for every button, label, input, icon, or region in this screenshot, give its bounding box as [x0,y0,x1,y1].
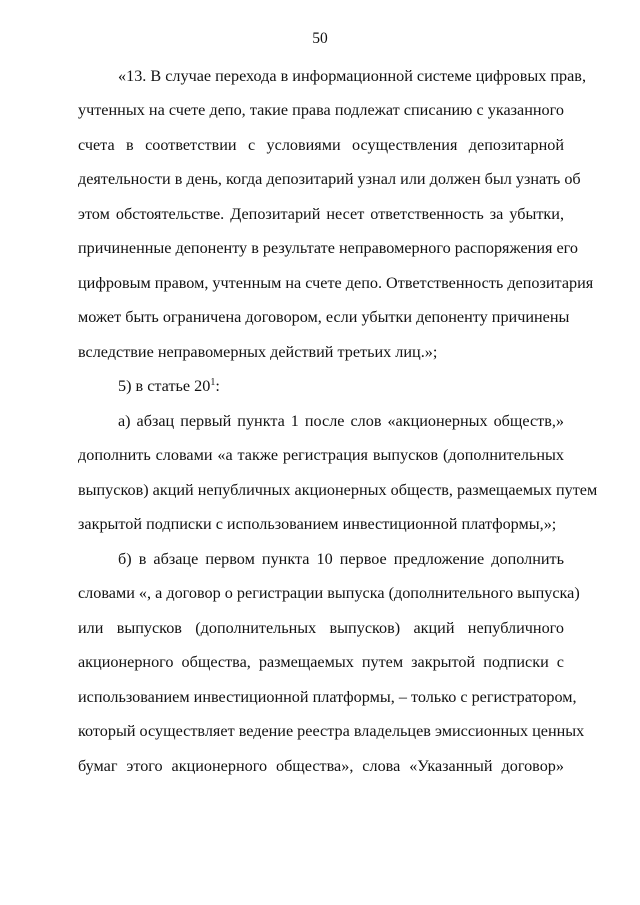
text-line: или выпусков (дополнительных выпусков) акций непубличного [78,619,564,637]
text-line: который осуществляет ведение реестра владельцев эмиссионных ценных [78,722,585,740]
text-line: а) абзац первый пункта 1 после слов «акционерных обществ,» [118,412,564,430]
text-line: б) в абзаце первом пункта 10 первое предложение дополнить [118,550,564,568]
page-number: 50 [312,30,328,47]
text-line: цифровым правом, учтенным на счете депо. Ответственность депозитария [78,274,594,292]
text-line: «13. В случае перехода в информационной системе цифровых прав, [118,67,586,85]
text-line: выпусков) акций непубличных акционерных обществ, размещаемых путем [78,481,598,499]
text-line: счета в соответствии с условиями осуществления депозитарной [78,136,564,154]
text-line: учтенных на счете депо, такие права подлежат списанию с указанного [78,101,564,119]
text-line: вследствие неправомерных действий третьих лиц.»; [78,343,438,361]
text-line: акционерного общества, размещаемых путем закрытой подписки с [78,653,564,671]
text-line: бумаг этого акционерного общества», слова «Указанный договор» [78,757,564,775]
article-line [118,376,564,396]
text-line: дополнить словами «а также регистрация выпусков (дополнительных [78,446,564,464]
text-line: может быть ограничена договором, если убытки депоненту причинены [78,308,570,326]
text-line: использованием инвестиционной платформы, – только с регистратором, [78,688,577,706]
text-line: словами «, а договор о регистрации выпуска (дополнительного выпуска) [78,584,580,602]
text-line: этом обстоятельстве. Депозитарий несет ответственность за убытки, [78,205,564,223]
article-text: 5) в статье 20 [118,377,211,395]
text-line: закрытой подписки с использованием инвестиционной платформы,»; [78,515,557,533]
article-superscript: 1 [210,377,216,388]
text-line: причиненные депоненту в результате неправомерного распоряжения его [78,239,578,257]
text-line: деятельности в день, когда депозитарий узнал или должен был узнать об [78,170,581,188]
article-suffix: : [215,377,220,395]
